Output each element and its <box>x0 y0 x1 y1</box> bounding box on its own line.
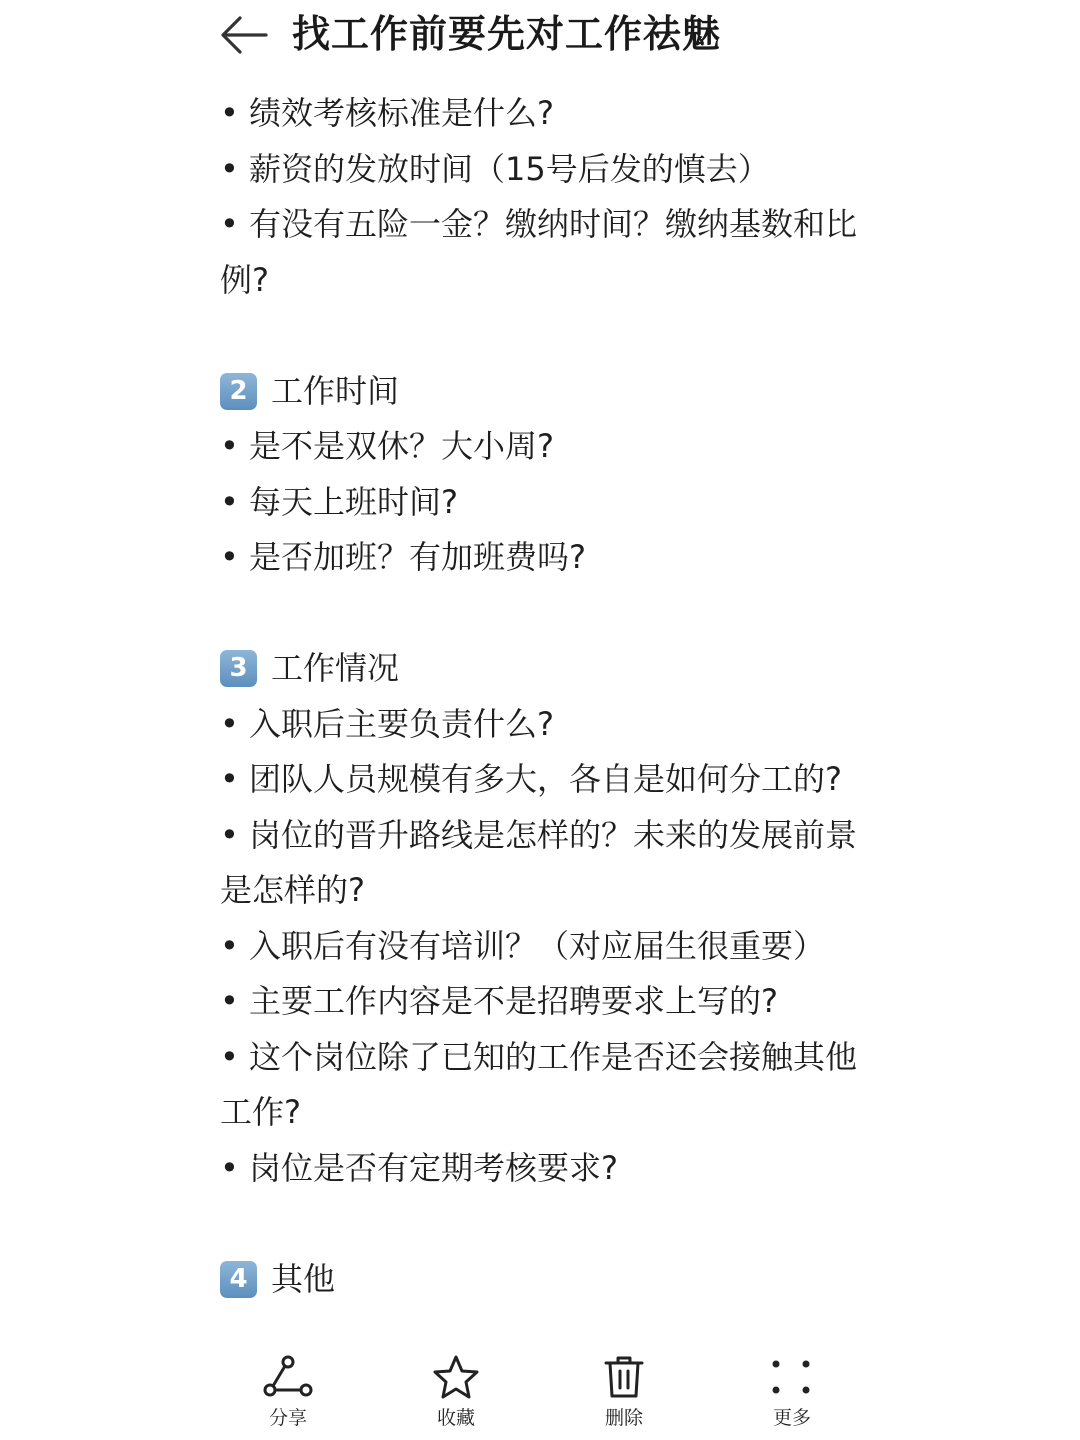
section-heading <box>220 1252 860 1308</box>
bullet-item: • 每天上班时间? <box>220 482 459 521</box>
share-icon <box>262 1354 314 1400</box>
more-label: 更多 <box>772 1407 811 1429</box>
share-button[interactable] <box>238 1348 338 1436</box>
star-icon <box>430 1354 482 1400</box>
number-badge-icon: 4 <box>220 1261 257 1298</box>
more-button[interactable] <box>742 1348 842 1436</box>
note-content[interactable] <box>220 86 860 1338</box>
bullet-item: • 绩效考核标准是什么? <box>220 94 555 132</box>
favorite-label: 收藏 <box>436 1407 475 1429</box>
more-dots-icon <box>766 1354 818 1400</box>
bullet-item: • 入职后有没有培训？（对应届生很重要） <box>220 926 826 965</box>
delete-label: 删除 <box>604 1407 643 1429</box>
bullet-item: • 是否加班？有加班费吗? <box>220 538 587 576</box>
bullet-item: • 这个岗位除了已知的工作是否还会接触其他工作? <box>220 1037 858 1131</box>
bullet-item: • 团队人员规模有多大，各自是如何分工的? <box>220 760 843 798</box>
section-title: 工作时间 <box>271 371 400 410</box>
app-header <box>0 0 1080 72</box>
number-badge-icon: 3 <box>220 650 257 687</box>
delete-button[interactable] <box>574 1348 674 1436</box>
bullet-item: • 岗位是否有定期考核要求? <box>220 1148 619 1187</box>
back-button[interactable] <box>218 12 270 58</box>
number-badge-icon: 2 <box>220 373 257 410</box>
blank-line <box>220 308 860 364</box>
bullet-item: • 岗位的晋升路线是怎样的？未来的发展前景是怎样的? <box>220 815 858 909</box>
share-label: 分享 <box>268 1407 307 1429</box>
section-title: 工作情况 <box>271 649 400 687</box>
trash-icon <box>598 1354 650 1400</box>
favorite-button[interactable] <box>406 1348 506 1436</box>
bullet-item: • 入职后主要负责什么? <box>220 704 555 743</box>
bottom-action-bar <box>0 1338 1080 1440</box>
bullet-item: • 主要工作内容是不是招聘要求上写的? <box>220 982 779 1020</box>
section-heading <box>220 364 860 420</box>
bullet-item: • 薪资的发放时间（15号后发的慎去） <box>220 149 770 188</box>
page-title: 找工作前要先对工作祛魅 <box>292 12 722 56</box>
section-heading <box>220 641 860 697</box>
blank-line <box>220 586 860 642</box>
blank-line <box>220 1196 860 1252</box>
bullet-item: • 是不是双休？大小周? <box>220 427 555 465</box>
section-title: 其他 <box>271 1259 336 1298</box>
bullet-item: • 有没有五险一金？缴纳时间？缴纳基数和比例? <box>220 205 858 299</box>
arrow-left-icon <box>218 12 270 58</box>
